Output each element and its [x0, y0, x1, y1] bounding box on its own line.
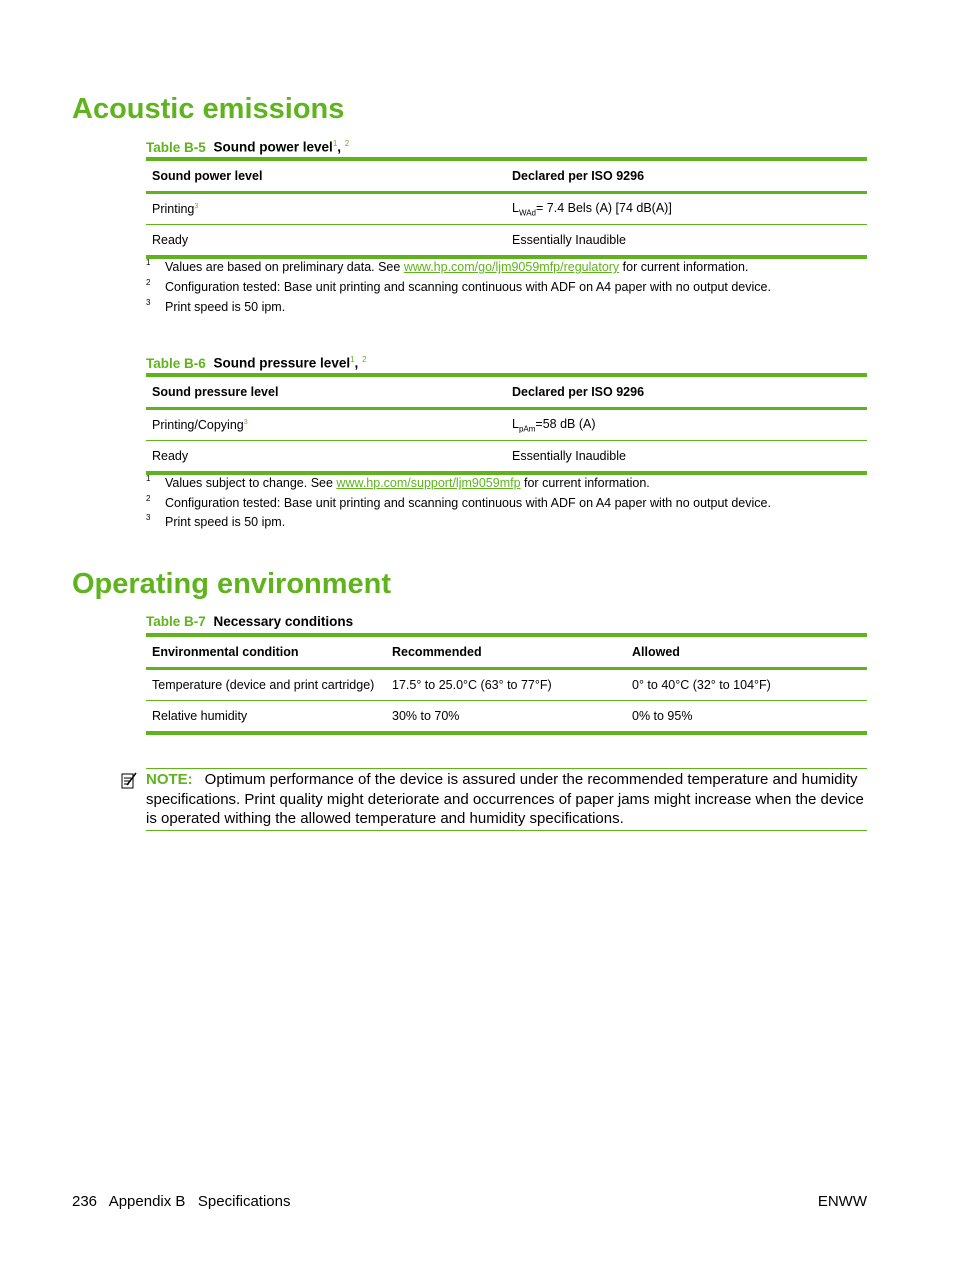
note-text: Optimum performance of the device is assured under the recommended temperature and humidity specifications. Print quality might deteriorate and occurrences of paper jams might increase when the device is operated withing the allowed temperature and humidity specifications. [146, 771, 864, 827]
table-b5-caption-separator: , [337, 139, 345, 155]
section-title-acoustic-emissions: Acoustic emissions [72, 93, 345, 125]
table-header-cell: Environmental condition [146, 635, 386, 669]
table-b6 [146, 373, 867, 475]
table-header-cell: Sound power level [146, 159, 506, 193]
table-b7 [146, 633, 867, 735]
table-row [146, 441, 867, 474]
table-row [146, 701, 867, 734]
table-header-row [146, 159, 867, 193]
section-title-operating-environment: Operating environment [72, 568, 392, 600]
table-b7-number: Table B-7 [146, 614, 206, 629]
table-b5 [146, 157, 867, 259]
table-header-cell: Recommended [386, 635, 626, 669]
table-b5-footnote-ref-2[interactable]: 2 [344, 139, 350, 148]
footer-page-info: 236 Appendix B Specifications [72, 1193, 291, 1210]
table-b6-footnote-ref-2[interactable]: 2 [362, 355, 367, 364]
table-header-cell: Declared per ISO 9296 [506, 159, 867, 193]
table-header-row [146, 375, 867, 409]
table-b6-title: Sound pressure level [213, 355, 351, 371]
support-link[interactable]: www.hp.com/support/ljm9059mfp [336, 476, 521, 490]
table-cell: Printing$^3$ [146, 193, 506, 225]
table-b7-title: Necessary conditions [213, 614, 354, 629]
table-row [146, 409, 867, 441]
table-header-row [146, 635, 867, 669]
table-row [146, 225, 867, 258]
table-cell: Temperature (device and print cartridge) [146, 669, 386, 701]
table-cell: Printing/Copying$^3$ [146, 409, 506, 441]
table-header-cell: Allowed [626, 635, 867, 669]
table-header-cell: Declared per ISO 9296 [506, 375, 867, 409]
footer-enww: ENWW [817, 1193, 867, 1210]
note-box [146, 768, 867, 831]
table-header-cell: Sound pressure level [146, 375, 506, 409]
table-cell-footnote-ref[interactable]: 3 [243, 418, 248, 426]
note-label: NOTE: [146, 771, 193, 788]
table-cell: Ready [146, 225, 506, 258]
table-cell: $L_{WAd}= 7.4$ Bels (A) [74 dB(A)] [506, 193, 867, 225]
table-cell: Ready [146, 441, 506, 474]
table-b5-number: Table B-5 [146, 139, 206, 155]
table-b6-caption [146, 355, 367, 371]
table-cell: Essentially Inaudible [506, 225, 867, 258]
table-cell: Essentially Inaudible [506, 441, 867, 474]
table-b7-caption [146, 614, 353, 629]
table-cell: 17.5° to 25.0°C (63° to 77°F) [386, 669, 626, 701]
table-cell: 0° to 40°C (32° to 104°F) [626, 669, 867, 701]
table-row [146, 669, 867, 701]
table-cell-footnote-ref[interactable]: 3 [194, 202, 199, 210]
table-cell: 30% to 70% [386, 701, 626, 734]
table-b5-caption [146, 139, 349, 155]
table-b6-caption-separator: , [354, 355, 363, 371]
table-b6-footnote-ref-1[interactable]: 1 [350, 355, 355, 364]
regulatory-link[interactable]: www.hp.com/go/ljm9059mfp/regulatory [403, 260, 620, 274]
table-row [146, 193, 867, 225]
table-b5-footnote-ref-1[interactable]: 1 [332, 139, 338, 148]
table-cell: Relative humidity [146, 701, 386, 734]
table-b6-number: Table B-6 [146, 355, 206, 371]
table-cell: $L_{pAm}=58$ dB (A) [506, 409, 867, 441]
note-icon [121, 771, 137, 789]
table-cell: 0% to 95% [626, 701, 867, 734]
table-b5-title: Sound power level [213, 139, 333, 155]
